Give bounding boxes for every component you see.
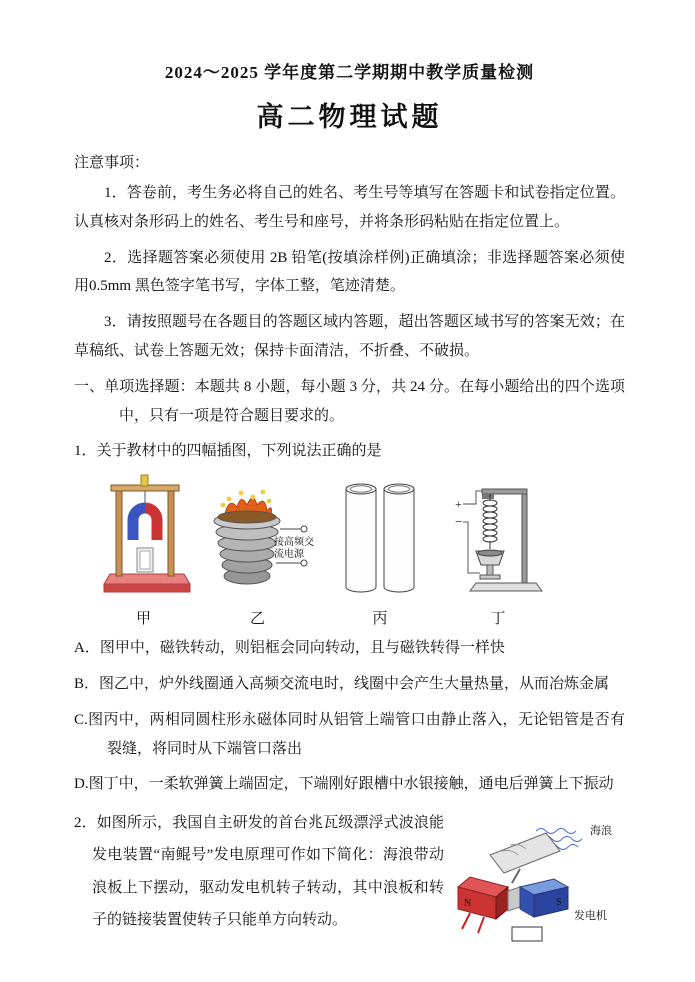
clamp	[482, 494, 494, 499]
notice-item-1: 1．答卷前，考生务必将自己的姓名、考生号等填写在答题卡和试卷指定位置。认真核对条形码上的姓名、考生号和座号，并将条形码粘贴在指定位置上。	[74, 185, 625, 230]
notice-item-3: 3．请按照题号在各题目的答题区域内答题，超出答题区域书写的答案无效；在草稿纸、试卷上答题无效；保持卡面清洁，不折叠、不破损。	[74, 314, 625, 359]
spring-coil-icon	[483, 494, 497, 549]
stand-post	[522, 489, 527, 583]
crank-knob	[141, 475, 148, 486]
question-1-option-a: A．图甲中，磁铁转动，则铝框会同向转动，且与磁铁转得一样快	[74, 640, 505, 657]
tube-right	[384, 484, 414, 592]
figure-ding-spring-mercury	[452, 481, 544, 628]
wire-top	[463, 491, 482, 504]
n-pole-label: N	[464, 898, 472, 910]
stand-arm	[482, 489, 527, 494]
stand-base	[470, 583, 542, 591]
furnace-coils	[214, 511, 280, 584]
exam-subject-title: 高二物理试题	[256, 102, 443, 132]
rotor-piece	[508, 887, 520, 911]
wire-bottom	[463, 522, 480, 573]
mercury-dish	[476, 550, 504, 579]
link-rod	[512, 869, 520, 883]
magnet-stand-diagram	[96, 474, 191, 599]
section-1-header: 一、单项选择题：本题共 8 小题，每小题 3 分，共 24 分。在每小题给出的四个选项中，只有一项是符合题目要求的。	[74, 378, 625, 424]
sea-wave-label: 海浪	[590, 825, 612, 838]
question-2	[74, 807, 625, 936]
figure-label-bing: 丙	[372, 611, 388, 628]
wave-generator-diagram	[450, 821, 625, 946]
question-1-option-c: C.图丙中，两相同圆柱形永磁体同时从铝管上端管口由静止落入，无论铝管是否有裂缝，将同时从下端管口落出	[74, 711, 625, 757]
figure-label-ding: 丁	[490, 611, 506, 628]
plus-terminal-label: +	[455, 497, 462, 512]
question-1-option-d: D.图丁中，一柔软弹簧上端固定，下端刚好跟槽中水银接触，通电后弹簧上下振动	[74, 776, 614, 793]
red-wires	[462, 913, 484, 933]
figure-jia-rotating-magnet-stand	[96, 474, 191, 628]
s-pole-label: S	[556, 897, 562, 909]
answer-box	[512, 927, 542, 941]
figure-label-yi: 乙	[249, 611, 265, 628]
furnace-caption-line1: 接高频交	[274, 537, 314, 549]
notice-item-2: 2．选择题答案必须使用 2B 铅笔(按填涂样例)正确填涂；非选择题答案必须使用0.5mm 黑色签字笔书写，字体工整，笔迹清楚。	[74, 249, 625, 295]
spring-mercury-diagram	[452, 481, 544, 599]
question-2-stem: 2．如图所示，我国自主研发的首台兆瓦级漂浮式波浪能发电装置“南鲲号”发电原理可作如下简化：海浪带动浪板上下摆动，驱动发电机转子转动，其中浪板和转子的链接装置使转子只能单方向转动。	[74, 815, 444, 928]
minus-terminal-label: −	[455, 514, 463, 530]
aluminum-frame	[137, 548, 153, 572]
induction-furnace-diagram	[195, 487, 320, 599]
generator-label: 发电机	[574, 910, 607, 923]
horseshoe-magnet-icon	[128, 508, 163, 540]
figure-label-jia: 甲	[135, 611, 151, 628]
figure-bing-aluminum-tubes	[340, 477, 420, 628]
wave-board	[490, 833, 560, 873]
question-1-option-b: B．图乙中，炉外线圈通入高频交流电时，线圈中会产生大量热量，从而冶炼金属	[74, 675, 610, 692]
notice-header: 注意事项：	[74, 155, 150, 171]
question-1-stem: 1．关于教材中的四幅插图，下列说法正确的是	[74, 443, 382, 460]
tube-left	[346, 484, 376, 592]
question-2-figure	[450, 821, 625, 946]
exam-session-title: 2024～2025 学年度第二学期期中教学质量检测	[164, 63, 535, 82]
question-1-figures	[74, 474, 625, 628]
figure-yi-induction-furnace	[195, 487, 320, 628]
furnace-caption-line2: 流电源	[274, 549, 304, 561]
aluminum-tubes-diagram	[340, 477, 420, 599]
